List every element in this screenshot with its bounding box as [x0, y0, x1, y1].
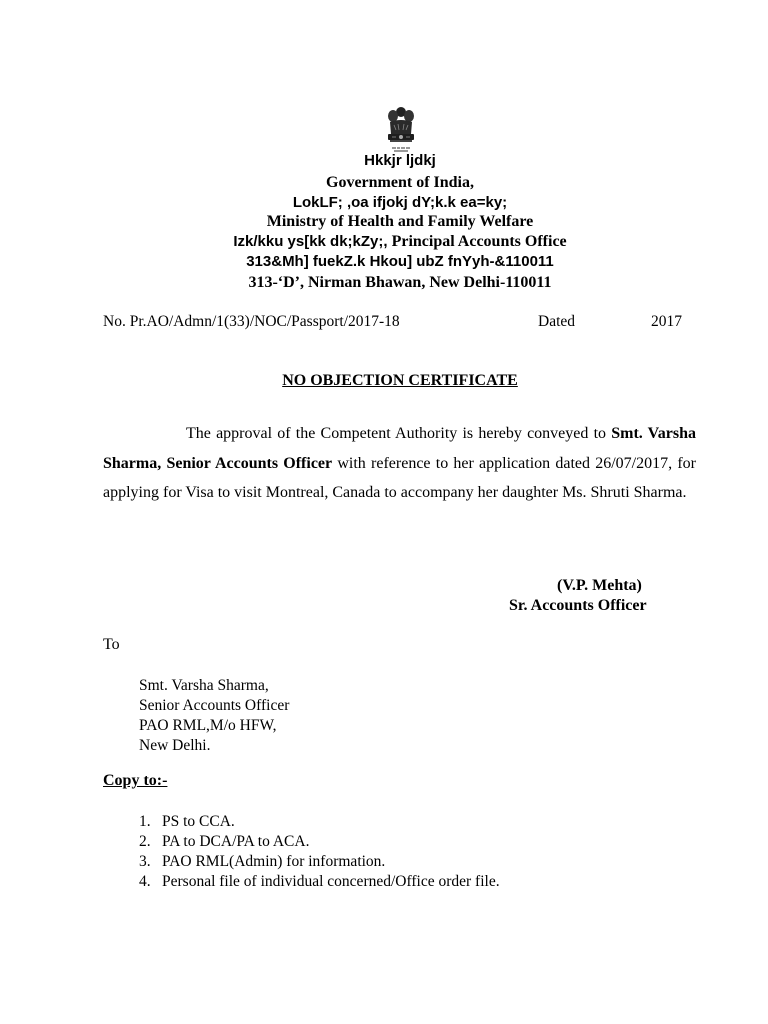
body-text-part1: The approval of the Competent Authority is hereby conveyed to	[186, 425, 612, 442]
to-label: To	[103, 636, 120, 653]
list-item-text: PS to CCA.	[162, 813, 235, 830]
list-item	[139, 872, 500, 892]
reference-number: No. Pr.AO/Admn/1(33)/NOC/Passport/2017-18	[103, 313, 400, 330]
copy-to-list	[139, 812, 500, 892]
list-item-number: 3.	[139, 853, 151, 870]
body-text-part2: with reference to her application dated 26/07/2017, for applying for Visa to visit Montreal, Canada to accompany her daughter Ms. Shruti Sharma.	[103, 454, 697, 501]
header-hindi-ministry: LokLF; ,oa ifjokj dY;k.k ea=ky;	[292, 194, 508, 211]
list-item	[139, 832, 500, 852]
header-govt-of-india: Government of India,	[326, 174, 474, 191]
body-officer-name: Smt. Varsha Sharma, Senior Accounts Officer	[103, 425, 696, 472]
copy-to-label: Copy to:-	[103, 772, 168, 789]
recipient-address	[139, 676, 289, 756]
header-hindi-govt: Hkkjr ljdkj	[364, 152, 436, 169]
address-line: New Delhi.	[139, 737, 211, 754]
header-ministry: Ministry of Health and Family Welfare	[266, 213, 534, 230]
header-hindi-address: 313&Mh] fuekZ.k Hkou] ubZ fnYyh-&110011	[246, 253, 554, 270]
signatory-designation: Sr. Accounts Officer	[509, 597, 647, 614]
body-paragraph	[103, 419, 696, 508]
list-item-number: 1.	[139, 813, 151, 830]
dated-label: Dated	[538, 313, 576, 330]
dated-year: 2017	[651, 313, 682, 330]
national-emblem-icon	[382, 104, 420, 158]
address-line: PAO RML,M/o HFW,	[139, 717, 277, 734]
address-line: Smt. Varsha Sharma,	[139, 677, 269, 694]
header-office	[0, 233, 768, 251]
certificate-title: NO OBJECTION CERTIFICATE	[282, 372, 518, 389]
list-item-text: PAO RML(Admin) for information.	[162, 853, 386, 870]
list-item-text: Personal file of individual concerned/Office order file.	[162, 873, 500, 890]
signatory-name: (V.P. Mehta)	[557, 577, 642, 594]
list-item	[139, 852, 500, 872]
header-address: 313-‘D’, Nirman Bhawan, New Delhi-110011	[248, 274, 552, 291]
address-line: Senior Accounts Officer	[139, 697, 290, 714]
list-item-number: 2.	[139, 833, 151, 850]
header-office-english: Principal Accounts Office	[387, 233, 567, 250]
list-item-text: PA to DCA/PA to ACA.	[162, 833, 310, 850]
list-item	[139, 812, 500, 832]
header-office-hindi: Izk/kku ys[kk dk;kZy;,	[233, 233, 388, 250]
list-item-number: 4.	[139, 873, 151, 890]
